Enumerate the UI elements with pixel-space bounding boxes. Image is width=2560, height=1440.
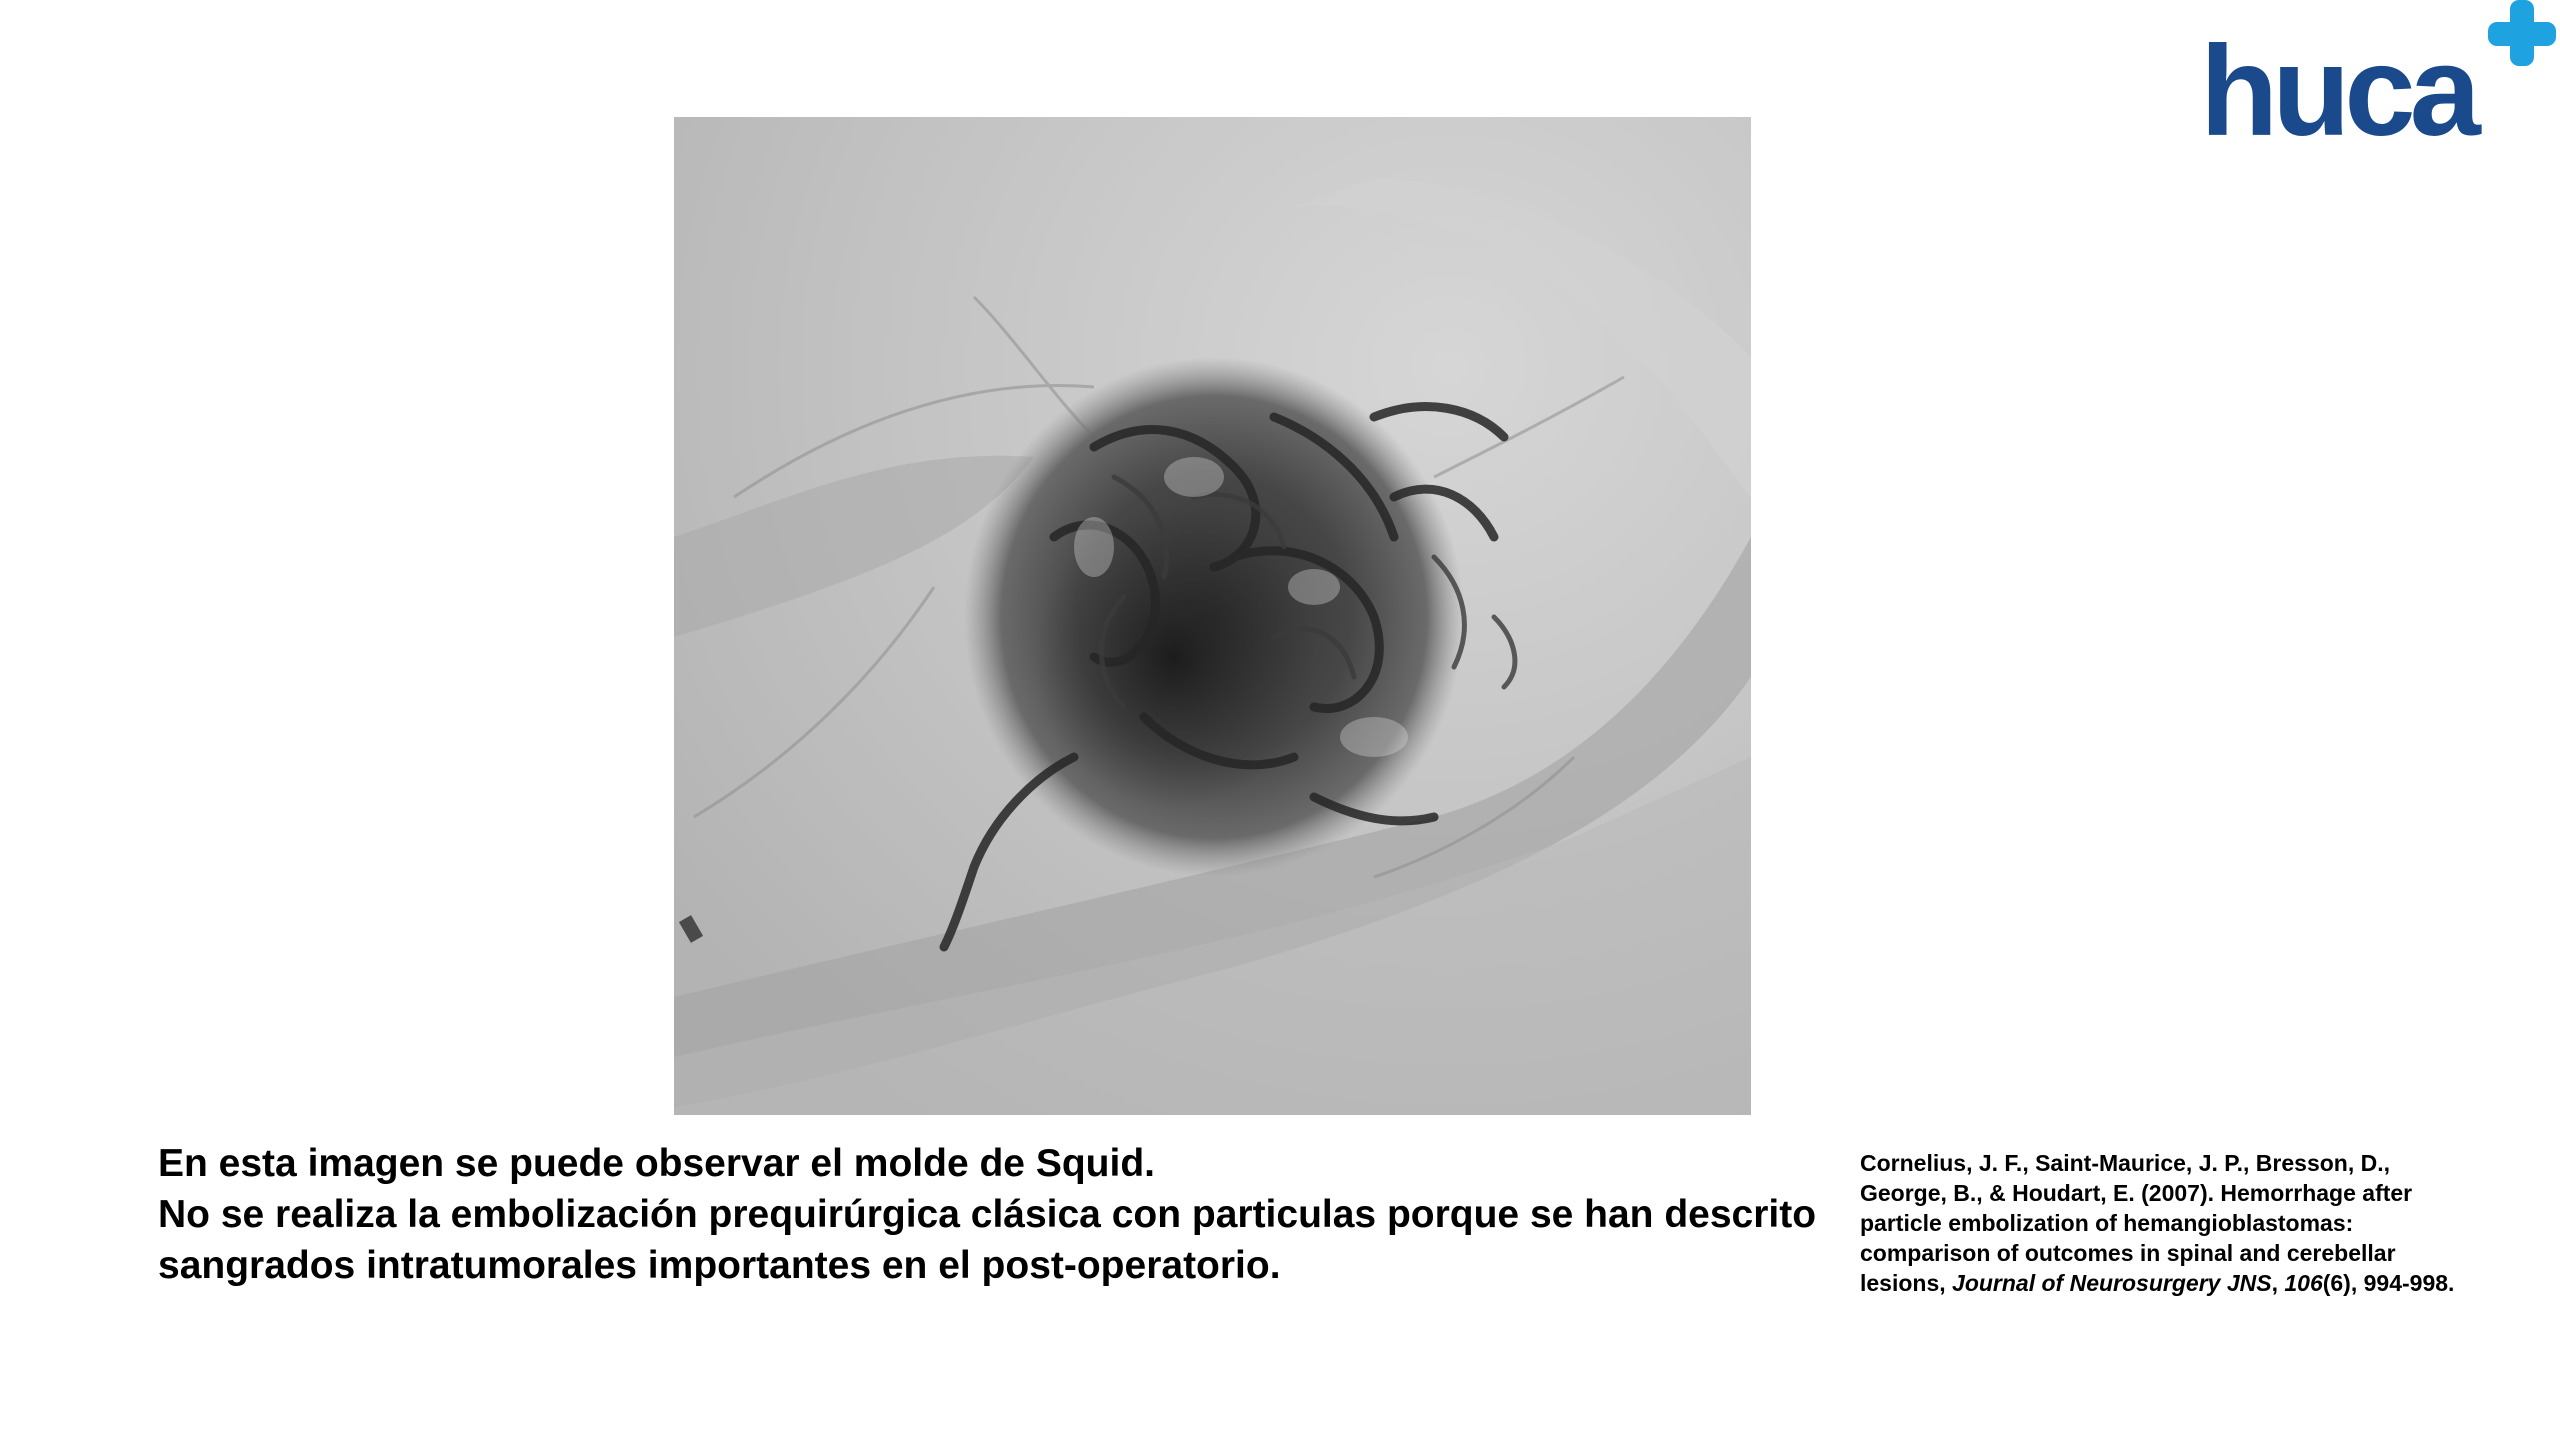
xray-image	[674, 117, 1751, 1115]
citation-volume: 106	[2284, 1270, 2323, 1296]
citation-issue-pages: (6), 994-998.	[2322, 1270, 2455, 1296]
caption-line-2: No se realiza la embolización prequirúrgica clásica con particulas porque se han descrito sangrados intratumorales importantes en el post-operatorio.	[158, 1193, 1817, 1287]
plus-icon	[2488, 0, 2556, 66]
citation-separator: ,	[2271, 1270, 2285, 1296]
caption	[158, 1138, 1818, 1291]
citation-text	[1860, 1148, 2460, 1298]
citation-authors: Cornelius, J. F., Saint-Maurice, J. P., Bresson, D., George, B., & Houdart, E. (2007). Hemorrhage after particle embolization of hemangioblastomas: comparison of outcomes in spinal and cerebellar lesions,	[1860, 1150, 2413, 1296]
caption-line-1: En esta imagen se puede observar el molde de Squid.	[158, 1142, 1155, 1185]
citation-journal: Journal of Neurosurgery JNS	[1952, 1270, 2272, 1296]
reference-citation	[1860, 1148, 2460, 1298]
logo-text: huca	[2200, 20, 2475, 150]
huca-logo	[2192, 0, 2560, 150]
